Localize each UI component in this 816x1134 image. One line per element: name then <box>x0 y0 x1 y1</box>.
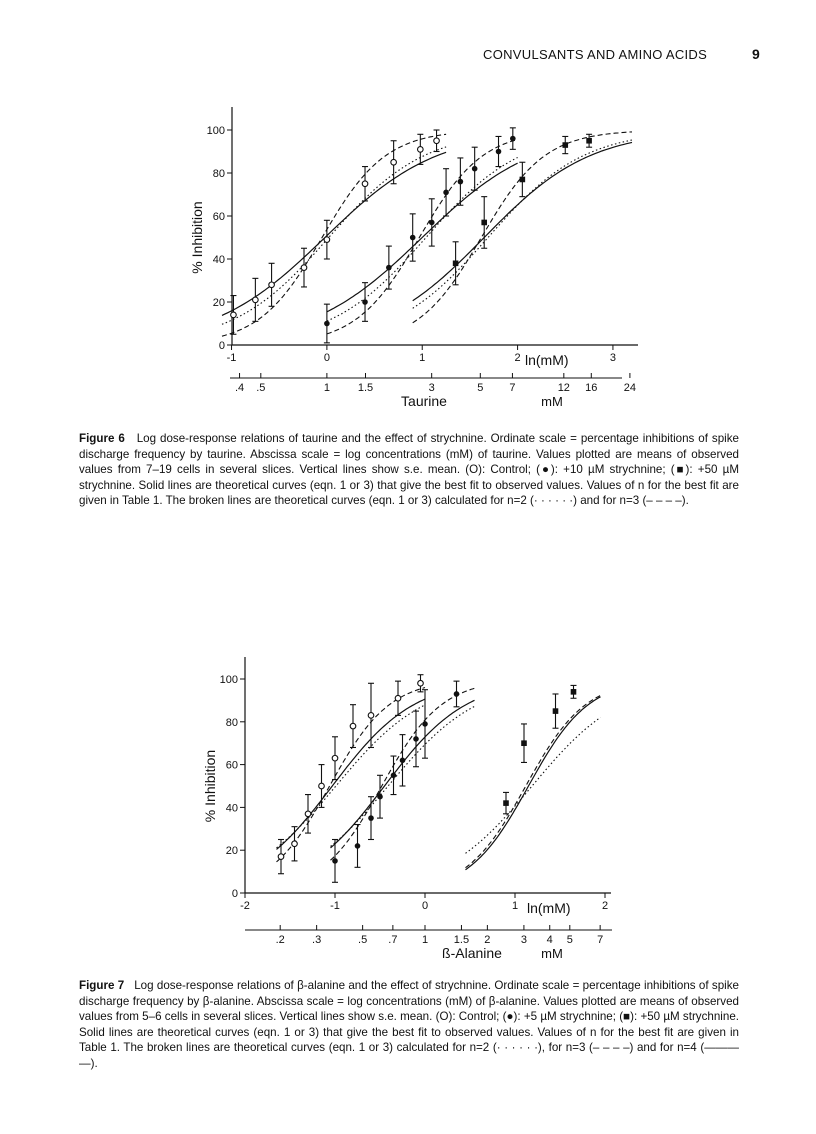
fig6-n3-curve-2 <box>413 132 632 323</box>
fig6-data-point-open-circle <box>362 181 368 187</box>
fig6-compound-label: Taurine <box>401 393 447 409</box>
fig7-x-axis-label: ln(mM) <box>527 900 571 916</box>
fig6-x-tick-label: 1 <box>419 352 426 364</box>
fig7-y-tick-label: 20 <box>225 845 238 858</box>
fig6-conc-tick-label: 24 <box>623 382 637 394</box>
fig6-data-point-filled-circle <box>429 220 435 226</box>
fig7-y-tick-label: 60 <box>225 759 238 772</box>
fig7-conc-tick-label: 3 <box>520 934 527 946</box>
fig6-conc-tick-label: 3 <box>428 382 435 394</box>
fig7-data-point-filled-circle <box>422 721 428 727</box>
fig7-data-point-open-circle <box>278 854 284 860</box>
fig7-data-point-open-circle <box>332 755 338 761</box>
fig6-x-tick-label: 2 <box>514 352 521 364</box>
fig6-y-tick-label: 40 <box>212 254 225 266</box>
running-head: CONVULSANTS AND AMINO ACIDS <box>483 47 708 62</box>
fig6-data-point-open-circle <box>269 282 275 288</box>
fig7-y-tick-label: 40 <box>225 802 238 815</box>
fig7-conc-tick-label: .7 <box>388 934 398 946</box>
fig7-data-point-filled-circle <box>332 858 338 864</box>
fig7-conc-tick-label: 5 <box>566 934 573 946</box>
fig7-x-tick-label: 0 <box>421 900 429 912</box>
fig6-x-tick-label: -1 <box>226 352 237 364</box>
fig7-x-tick-label: -2 <box>240 900 250 912</box>
fig7-y-tick-label: 100 <box>219 674 238 686</box>
page-number: 9 <box>752 46 760 62</box>
fig7-data-point-filled-circle <box>400 758 406 764</box>
fig7-y-tick-label: 80 <box>225 716 238 729</box>
fig6-data-point-filled-square <box>481 220 487 226</box>
fig7-data-point-filled-circle <box>355 843 361 849</box>
fig7-x-tick-label: 2 <box>601 900 609 912</box>
figure-7-caption-label: Figure 7 <box>79 979 125 992</box>
fig6-data-point-open-circle <box>253 297 259 303</box>
fig6-data-point-open-circle <box>231 312 237 318</box>
fig6-data-point-filled-square <box>520 177 526 183</box>
fig6-conc-tick-label: 1.5 <box>357 382 374 394</box>
fig6-data-point-open-circle <box>418 147 424 153</box>
fig7-data-point-open-circle <box>305 811 311 817</box>
fig6-conc-tick-label: .5 <box>256 382 266 394</box>
fig7-conc-tick-label: .3 <box>312 934 322 946</box>
figure-7-caption <box>79 978 739 1071</box>
fig7-x-tick-label: 1 <box>511 900 519 912</box>
figure-6-caption <box>79 431 739 509</box>
fig7-data-point-filled-square <box>553 708 559 714</box>
fig6-n2-curve-1 <box>327 158 518 322</box>
fig6-data-point-filled-circle <box>324 321 330 327</box>
fig7-data-point-open-circle <box>292 841 298 847</box>
fig7-data-point-filled-circle <box>454 691 460 697</box>
fig7-conc-tick-label: 2 <box>484 934 491 946</box>
fig7-conc-tick-label: 1 <box>421 934 429 946</box>
figure-7-caption-text: Log dose-response relations of β-alanine and the effect of strychnine. Ordinate scale = percentage inhibitions of spike discharge frequency by β-alanine. Abscissa scale = log concentrations (mM) of β-alanine. Values plotted are means of observed values from 5–6 cells in several slices. Vertical lines show s.e. mean. (O): Control; (●): +5 µM strychnine; (■): +50 µM strychnine. Solid lines are theoretical curves (eqn. 1 or 3) that give the best fit to observed values. Values of n for the best fit are given in Table 1. The broken lines are theoretical curves (eqn. 1 or 3) calculated for n=2 (· · · · · ·), for n=3 (– – – –) and for n=4 (——— —). <box>79 979 739 1070</box>
fig7-data-point-filled-circle <box>368 815 374 821</box>
fig6-data-point-filled-square <box>586 138 592 144</box>
fig7-data-point-open-circle <box>418 680 424 686</box>
fig6-y-tick-label: 0 <box>218 340 225 352</box>
fig7-conc-tick-label: .2 <box>275 934 285 946</box>
figure-6-caption-label: Figure 6 <box>79 432 125 445</box>
fig6-x-tick-label: 3 <box>609 352 616 364</box>
fig6-data-point-filled-circle <box>510 136 516 142</box>
fig6-conc-tick-label: 7 <box>509 382 516 394</box>
fig7-n2-curve-2 <box>466 717 601 853</box>
fig6-y-tick-label: 60 <box>212 211 225 223</box>
fig7-conc-tick-label: 4 <box>546 934 553 946</box>
fig6-x-axis-label: ln(mM) <box>525 352 569 368</box>
fig6-data-point-filled-circle <box>496 149 502 155</box>
fig7-data-point-filled-circle <box>413 736 419 742</box>
fig7-y-tick-label: 0 <box>231 888 238 900</box>
fig7-data-point-filled-square <box>571 689 577 695</box>
fig7-data-point-filled-circle <box>391 773 397 779</box>
fig6-y-axis-label: % Inhibition <box>189 201 205 274</box>
fig6-y-tick-label: 100 <box>206 125 225 137</box>
fig6-conc-tick-label: .4 <box>234 382 245 394</box>
fig6-data-point-filled-circle <box>362 299 368 305</box>
fig6-x-tick-label: 0 <box>323 352 330 364</box>
fig6-conc-tick-label: 1 <box>323 382 330 394</box>
fig6-data-point-filled-circle <box>386 265 392 271</box>
figure-7-chart <box>0 645 816 975</box>
fig7-conc-tick-label: 7 <box>597 934 604 946</box>
fig6-data-point-filled-circle <box>472 166 478 172</box>
fig7-conc-tick-label: .5 <box>358 934 368 946</box>
fig6-data-point-filled-square <box>453 261 459 267</box>
figure-6-caption-text: Log dose-response relations of taurine and the effect of strychnine. Ordinate scale = percentage inhibitions of spike discharge frequency by taurine. Abscissa scale = log concentrations (mM) of taurine. Values plotted are means of observed values from 7–19 cells in several slices. Vertical lines show s.e. mean. (O): Control; (●): +10 µM strychnine; (■): +50 µM strychnine. Solid lines are theoretical curves (eqn. 1 or 3) that give the best fit to observed values. Values of n for the best fit are given in Table 1. The broken lines are theoretical curves (eqn. 1 or 3) calculated for n=2 (· · · · · ·) and for n=3 (– – – –). <box>79 432 740 507</box>
fig6-conc-tick-label: 16 <box>585 382 598 394</box>
fig7-data-point-filled-square <box>521 740 527 746</box>
fig6-fit-curve-1 <box>327 163 518 312</box>
fig7-n3-curve-2 <box>466 695 601 867</box>
fig7-data-point-filled-circle <box>377 794 383 800</box>
fig7-data-point-open-circle <box>350 723 356 729</box>
fig7-unit-label: mM <box>541 946 563 961</box>
fig7-x-tick-label: -1 <box>330 900 340 912</box>
fig7-y-axis-label: % Inhibition <box>202 749 218 823</box>
fig6-data-point-filled-circle <box>410 235 416 241</box>
fig6-data-point-filled-square <box>562 142 568 148</box>
fig6-y-tick-label: 80 <box>212 168 225 180</box>
fig6-unit-label: mM <box>541 394 563 409</box>
fig7-data-point-open-circle <box>368 713 374 719</box>
fig6-data-point-open-circle <box>301 265 307 271</box>
fig6-conc-tick-label: 12 <box>557 382 570 394</box>
fig6-data-point-filled-circle <box>443 190 449 196</box>
fig6-data-point-filled-circle <box>458 179 464 185</box>
fig6-y-tick-label: 20 <box>212 297 225 309</box>
fig6-data-point-open-circle <box>434 138 440 144</box>
fig7-data-point-open-circle <box>319 783 325 789</box>
fig7-data-point-filled-square <box>503 800 509 806</box>
fig7-data-point-open-circle <box>395 695 401 701</box>
fig6-data-point-open-circle <box>391 159 397 165</box>
fig7-conc-tick-label: 1.5 <box>453 934 470 946</box>
fig6-data-point-open-circle <box>324 237 330 243</box>
fig7-fit-curve-2 <box>466 697 601 870</box>
fig6-conc-tick-label: 5 <box>477 382 484 394</box>
fig7-compound-label: ß-Alanine <box>442 945 502 961</box>
